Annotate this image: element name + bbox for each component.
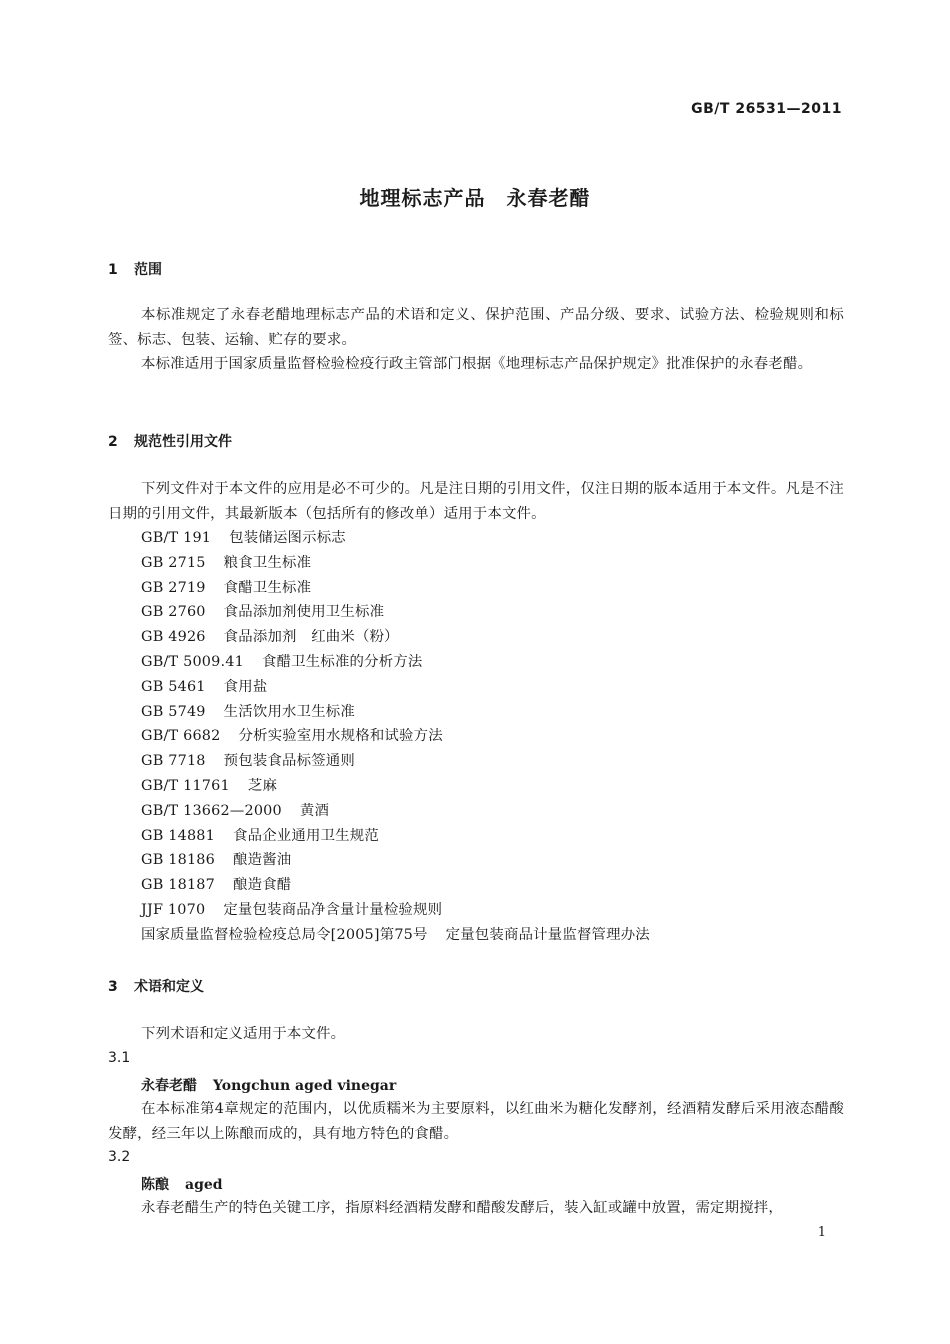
section-number: 2 (108, 434, 118, 450)
reference-item (141, 526, 650, 551)
section-title: 规范性引用文件 (134, 434, 232, 450)
reference-item (141, 774, 650, 799)
reference-name: 食醋卫生标准 (223, 579, 312, 596)
reference-code: GB/T 5009.41 (141, 653, 245, 670)
scope-paragraph-1: 本标准规定了永春老醋地理标志产品的术语和定义、保护范围、产品分级、要求、试验方法、检验规则和标签、标志、包装、运输、贮存的要求。 (108, 307, 844, 348)
reference-name: 食品企业通用卫生规范 (233, 827, 379, 844)
reference-name: 预包装食品标签通则 (223, 753, 355, 770)
reference-code: GB 18186 (141, 852, 216, 869)
reference-name: 生活饮用水卫生标准 (223, 703, 355, 720)
reference-name: 包装储运图示标志 (229, 530, 346, 546)
section-number: 1 (108, 262, 118, 278)
reference-name: 食品添加剂使用卫生标准 (223, 604, 385, 621)
term-definition: 在本标准第4章规定的范围内，以优质糯米为主要原料，以红曲米为糖化发酵剂，经酒精发酵后采用液态醋酸发酵，经三年以上陈酿而成的，具有地方特色的食醋。 (108, 1101, 844, 1142)
reference-item (141, 724, 650, 749)
term-name (141, 1174, 223, 1194)
reference-item (141, 898, 650, 923)
reference-item (141, 700, 650, 725)
reference-name: 食用盐 (223, 678, 268, 695)
reference-code: GB 7718 (141, 753, 206, 770)
term-definition: 永春老醋生产的特色关键工序，指原料经酒精发酵和醋酸发酵后，装入缸或罐中放置，需定期搅拌， (141, 1200, 783, 1216)
reference-item (141, 551, 650, 576)
reference-name: 芝麻 (247, 777, 278, 794)
section-number: 3 (108, 979, 118, 995)
term-name-en: Yongchun aged vinegar (213, 1078, 397, 1094)
reference-code: GB/T 13662—2000 (141, 802, 282, 819)
standard-number: GB/T 26531—2011 (691, 101, 842, 117)
scope-paragraph-2: 本标准适用于国家质量监督检验检疫行政主管部门根据《地理标志产品保护规定》批准保护的永春老醋。 (141, 356, 813, 372)
reference-name: 黄酒 (299, 802, 330, 819)
reference-name: 定量包装商品净含量计量检验规则 (223, 901, 443, 918)
reference-item (141, 749, 650, 774)
reference-code: GB 2760 (141, 604, 206, 621)
reference-code: GB 2719 (141, 579, 206, 596)
reference-name: 食品添加剂 红曲米（粉） (223, 629, 399, 646)
term-name-en: aged (185, 1177, 223, 1193)
reference-name: 定量包装商品计量监督管理办法 (445, 926, 650, 943)
reference-item (141, 675, 650, 700)
reference-item (141, 848, 650, 873)
reference-item (141, 600, 650, 625)
term-name (141, 1075, 396, 1095)
reference-code: GB/T 11761 (141, 777, 230, 794)
reference-code: GB/T 191 (141, 530, 212, 546)
reference-item (141, 873, 650, 898)
references-intro-paragraph: 下列文件对于本文件的应用是必不可少的。凡是注日期的引用文件，仅注日期的版本适用于本文件。凡是不注日期的引用文件，其最新版本（包括所有的修改单）适用于本文件。 (108, 481, 844, 522)
reference-name: 酿造食醋 (233, 877, 292, 894)
reference-name: 粮食卫生标准 (223, 554, 312, 571)
reference-item (141, 824, 650, 849)
reference-name: 食醋卫生标准的分析方法 (262, 653, 423, 670)
reference-code: GB 14881 (141, 827, 216, 844)
section-title: 术语和定义 (134, 979, 204, 995)
section-title: 范围 (134, 262, 162, 278)
document-title: 地理标志产品 永春老醋 (359, 186, 591, 210)
reference-item (141, 576, 650, 601)
reference-code: GB 5749 (141, 703, 206, 720)
reference-code: GB 2715 (141, 554, 206, 571)
term-number: 3.2 (108, 1149, 131, 1165)
reference-code: GB 5461 (141, 678, 206, 695)
reference-item (141, 625, 650, 650)
section-heading-scope (108, 259, 162, 279)
reference-code: GB 4926 (141, 629, 206, 646)
reference-name: 酿造酱油 (233, 852, 292, 869)
reference-item (141, 799, 650, 824)
reference-code: GB/T 6682 (141, 728, 221, 745)
terms-intro-paragraph: 下列术语和定义适用于本文件。 (141, 1026, 346, 1042)
section-heading-normative-references (108, 431, 232, 451)
reference-list (141, 526, 650, 948)
page-number: 1 (817, 1225, 826, 1240)
reference-item (141, 923, 650, 948)
reference-item (141, 650, 650, 675)
reference-code: 国家质量监督检验检疫总局令[2005]第75号 (141, 926, 428, 943)
reference-name: 分析实验室用水规格和试验方法 (238, 728, 443, 745)
term-name-cn: 永春老醋 (141, 1078, 197, 1094)
section-heading-terms (108, 976, 204, 996)
term-number: 3.1 (108, 1050, 131, 1066)
term-name-cn: 陈酿 (141, 1177, 169, 1193)
reference-code: GB 18187 (141, 877, 216, 894)
reference-code: JJF 1070 (141, 901, 206, 918)
